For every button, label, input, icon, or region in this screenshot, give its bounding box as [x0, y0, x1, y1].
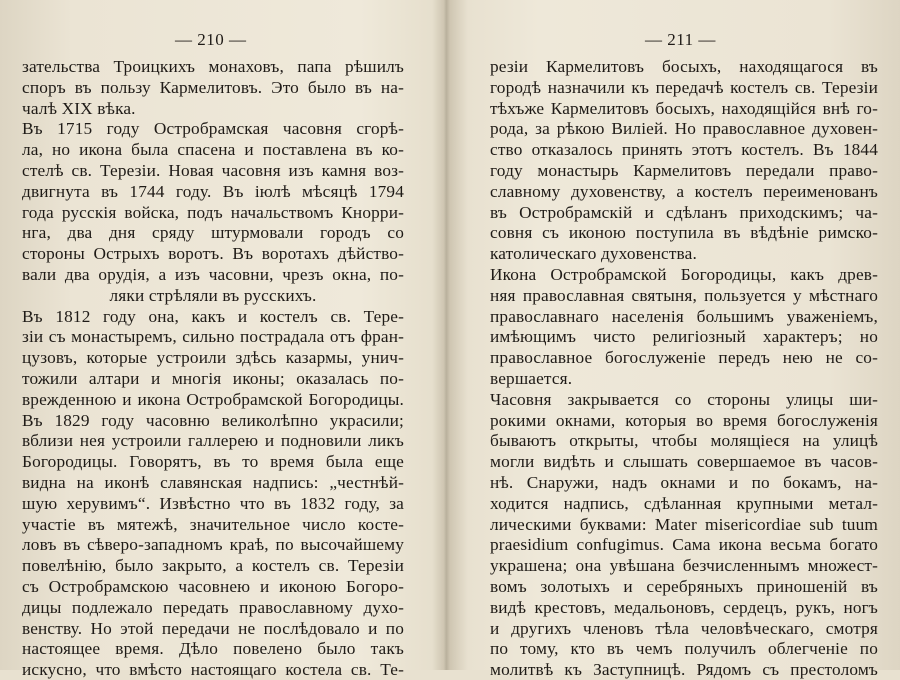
text-line: молитвѣ къ Заступницѣ. Рядомъ съ престоломъ: [490, 660, 878, 680]
text-line: видна на иконѣ славянская надпись: „честнѣй-: [22, 473, 404, 492]
text-line: зательства Троицкихъ монаховъ, папа рѣшилъ: [22, 57, 404, 76]
text-line: православное богослуженіе передъ нею не со-: [490, 348, 878, 368]
text-line: стороны Острыхъ воротъ. Въ воротахъ дѣйство-: [22, 244, 404, 264]
text-line: шую херувимъ“. Извѣстно что въ 1832 году, за: [22, 493, 404, 513]
page-number: — 211 —: [645, 30, 716, 49]
text-line: искусно, что вмѣсто настоящаго костела св. Те-: [22, 660, 404, 680]
text-line: въ Остробрамскій и сдѣланъ приходскимъ; ча-: [490, 202, 878, 222]
left-page: [0, 0, 442, 680]
text-line: Въ 1715 году Остробрамская часовня сгорѣ-: [22, 119, 404, 139]
text-line: ходится надпись, сдѣланная крупными метал-: [490, 493, 878, 513]
text-line: вершается.: [490, 369, 573, 388]
text-line: ляки стрѣляли въ русскихъ.: [109, 285, 317, 305]
text-line: нга, два дня сряду штурмовали городъ со: [22, 223, 404, 243]
text-line: и другихъ членовъ тѣла человѣческаго, смотря: [490, 618, 878, 638]
text-line: вали два орудія, а изъ часовни, чрезъ окна, по-: [22, 265, 404, 284]
text-line: ла, но икона была спасена и поставлена въ ко-: [22, 140, 404, 160]
text-line: года русскія войска, подъ начальствомъ Кнорри-: [22, 202, 404, 222]
text-line: Часовня закрывается со стороны улицы ши-: [490, 389, 878, 409]
text-line: резіи Кармелитовъ босыхъ, находящагося въ: [490, 57, 878, 76]
text-line: ство отказалось принять этотъ костелъ. Въ 1844: [490, 140, 878, 160]
text-line: вблизи нея устроили галлерею и подновили ликъ: [22, 431, 404, 451]
text-line: городѣ назначили къ передачѣ костелъ св. Терезіи: [490, 77, 878, 97]
right-page: [452, 0, 900, 680]
text-line: украшена; она увѣшана безчисленнымъ множест-: [490, 556, 878, 576]
text-line: лическими буквами: Mater misericordiae sub tuum: [490, 514, 878, 534]
text-line: Икона Остробрамской Богородицы, какъ древ-: [490, 265, 878, 284]
text-line: совня съ иконою поступила въ вѣдѣніе римско-: [490, 223, 878, 243]
text-line: чалѣ XIX вѣка.: [22, 98, 136, 118]
text-line: рода, за рѣкою Виліей. Но православное духовен-: [490, 119, 878, 139]
text-line: вомъ золотыхъ и серебряныхъ приношеній въ: [490, 577, 878, 596]
text-line: тѣхъже Кармелитовъ босыхъ, находящійся внѣ го-: [490, 98, 878, 118]
text-line: рокими окнами, которыя во время богослуженія: [490, 410, 878, 430]
text-line: двигнута въ 1744 году. Въ іюлѣ мѣсяцѣ 1794: [22, 181, 404, 201]
text-line: участіе въ мятежѣ, значительное число косте-: [22, 514, 404, 534]
text-line: повелѣнію, было закрыто, а костелъ св. Терезіи: [22, 556, 404, 576]
text-line: видѣ крестовъ, медальоновъ, сердецъ, рукъ, ногъ: [490, 597, 878, 617]
text-line: споръ въ пользу Кармелитовъ. Это было въ на-: [22, 77, 404, 97]
text-line: дицы подлежало передать православному духо-: [22, 597, 404, 617]
text-line: по тому, кто въ чемъ получилъ облегченіе по: [490, 639, 878, 659]
text-line: бываютъ открыты, чтобы молящіеся на улицѣ: [490, 431, 878, 451]
text-line: Богородицы. Говорятъ, въ то время была еще: [22, 452, 404, 472]
text-line: няя православная святыня, пользуется у мѣстнаго: [490, 285, 878, 305]
text-line: имѣющимъ чисто религіозный характеръ; но: [490, 327, 878, 347]
text-line: настоящее время. Дѣло повелено было такъ: [22, 639, 404, 659]
text-line: ловъ въ сѣверо-западномъ краѣ, по высочайшему: [22, 535, 404, 555]
text-line: тожили алтари и многія иконы; оказалась по-: [22, 369, 404, 388]
text-line: стелѣ св. Терезіи. Новая часовня изъ камня воз-: [22, 161, 404, 180]
text-line: католическаго духовенства.: [490, 244, 697, 264]
text-line: славному духовенству, а костелъ переименованъ: [490, 181, 878, 201]
text-line: могли видѣть и слышать совершаемое въ часов-: [490, 452, 878, 472]
text-line: году монастырь Кармелитовъ передали право-: [490, 161, 878, 180]
text-line: цузовъ, которые устроили здѣсь казармы, унич-: [22, 348, 404, 368]
text-line: венству. Но этой передачи не послѣдовало и по: [22, 618, 404, 638]
text-line: зіи съ монастыремъ, сильно пострадала отъ фран-: [22, 327, 404, 347]
page-number: — 210 —: [175, 30, 247, 49]
text-line: православнаго населенія большимъ уваженіемъ,: [490, 306, 878, 326]
text-line: Въ 1812 году она, какъ и костелъ св. Тере-: [22, 306, 404, 326]
text-line: врежденною и икона Остробрамской Богородицы.: [22, 389, 404, 409]
text-line: praesidium confugimus. Сама икона весьма богато: [490, 535, 878, 555]
text-line: нѣ. Снаружи, надъ окнами и по бокамъ, на-: [490, 473, 878, 492]
text-line: Въ 1829 году часовню великолѣпно украсили;: [22, 410, 404, 430]
text-line: съ Остробрамскою часовнею и иконою Богоро-: [22, 577, 404, 596]
